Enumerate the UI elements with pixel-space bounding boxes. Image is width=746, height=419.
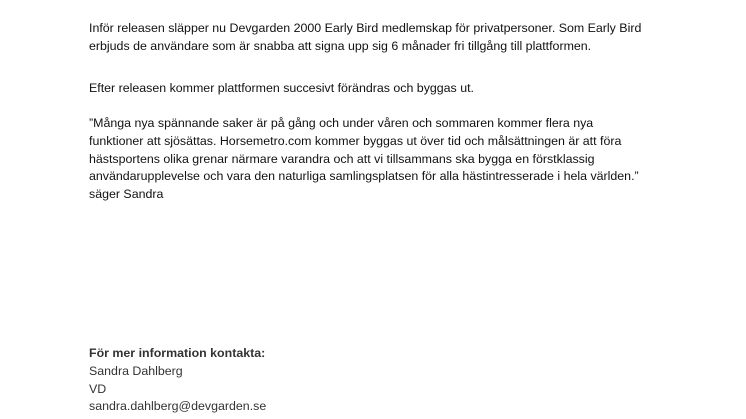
paragraph-after-release — [89, 80, 474, 98]
text-line: ”Många nya spännande saker är på gång och under våren och sommaren kommer flera nya — [89, 116, 594, 130]
text-line: Inför releasen släpper nu Devgarden 2000 Early Bird medlemskap för privatpersoner. Som Early Bird — [89, 21, 642, 35]
paragraph-early-bird — [89, 20, 641, 56]
contact-block — [89, 345, 709, 416]
text-line: Efter releasen kommer plattformen succesivt förändras och byggas ut. — [89, 81, 474, 95]
paragraph-quote — [89, 115, 639, 204]
contact-title: VD — [89, 381, 107, 396]
contact-name: Sandra Dahlberg — [89, 363, 183, 378]
text-line: funktioner att sjösättas. Horsemetro.com kommer byggas ut över tid och målsättningen är att föra — [89, 133, 622, 148]
text-line: erbjuds de användare som är snabba att signa upp sig 6 månader fri tillgång till plattformen. — [89, 38, 592, 53]
text-line: hästsportens olika grenar närmare varandra och att vi tillsammans ska bygga en förstklassig — [89, 151, 595, 166]
text-line: säger Sandra — [89, 187, 164, 202]
contact-heading: För mer information kontakta: — [89, 346, 266, 360]
text-line: användarupplevelse och vara den naturliga samlingsplatsen för alla hästintresserade i hela världen.” — [89, 169, 639, 184]
contact-email[interactable]: sandra.dahlberg@devgarden.se — [89, 399, 267, 414]
